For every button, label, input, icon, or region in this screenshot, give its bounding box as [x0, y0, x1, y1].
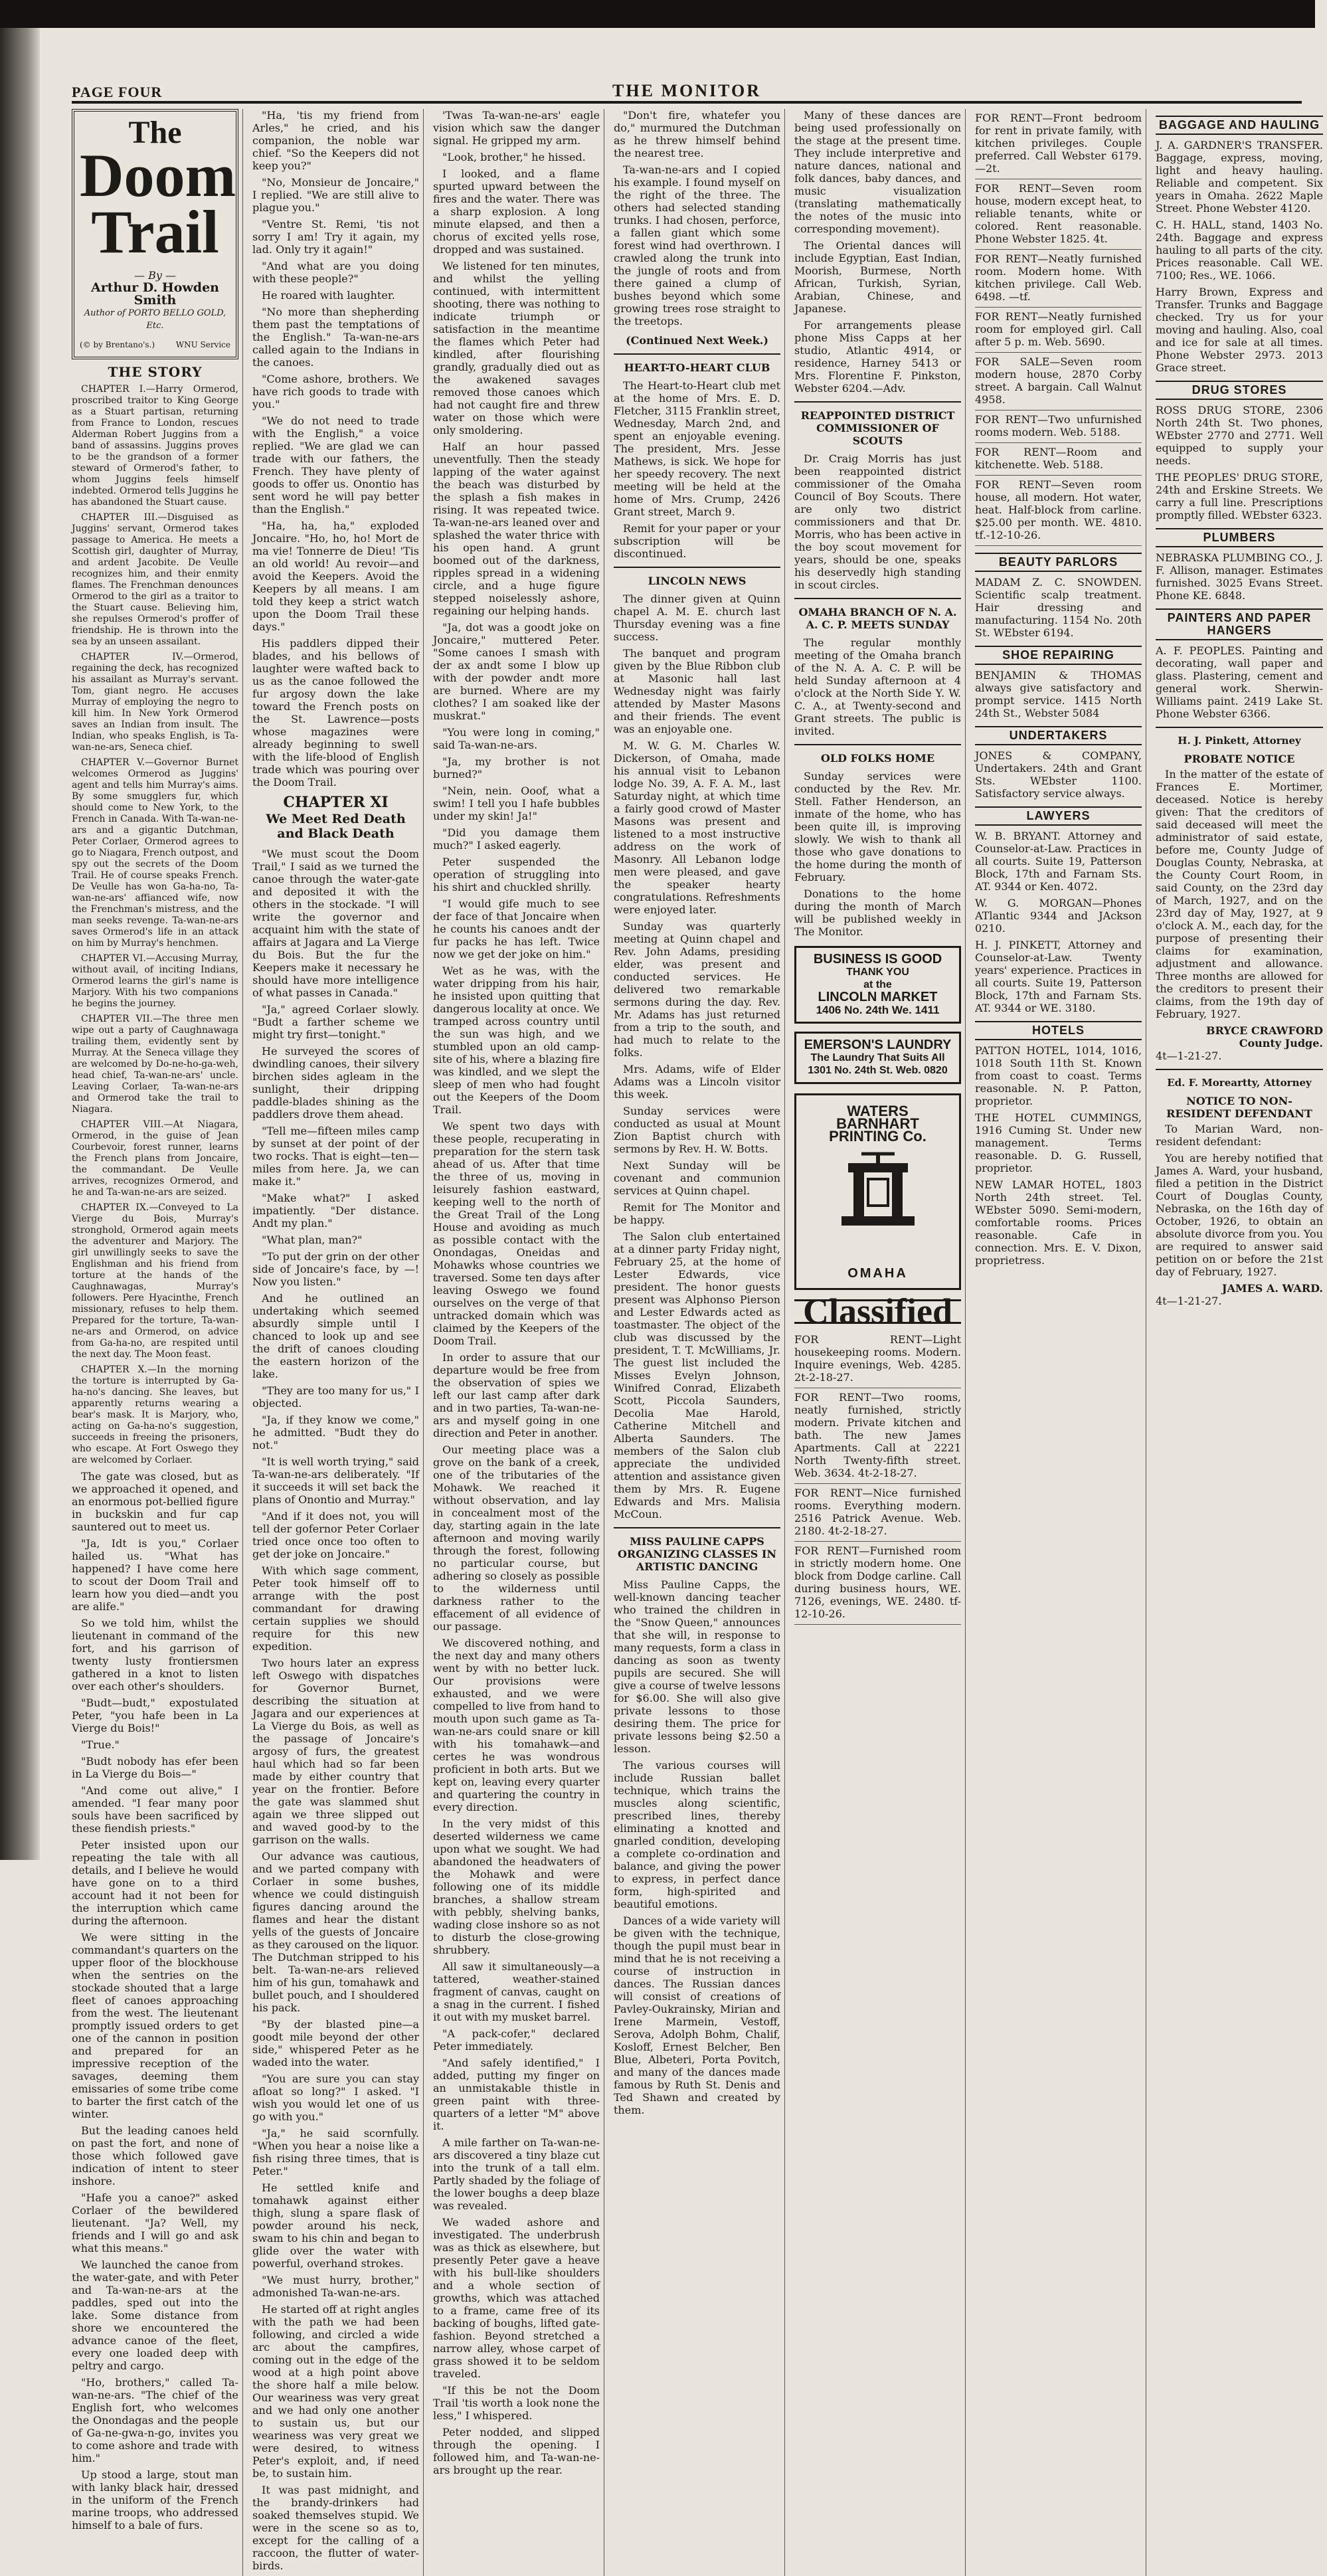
scouts-heading: REAPPOINTED DISTRICT COMMISSIONER OF SCOUTS: [800, 409, 955, 447]
story-paragraph: "We must scout the Doom Trail," I said as we turned the canoe through the water-gate and deposited it with the others in the stockade. "I will write the governor and acquaint him with the state of affairs at Jagara and La Vierge du Bois. But the fur the Keepers make it necessary he should have more intelligence of what passes in Canada.": [252, 848, 419, 999]
classified-item: FOR RENT—Seven room house, all modern. Hot water, heat. Half-block from carline. $25.00 per month. WE. 4810. tf.-12-10-26.: [975, 476, 1142, 546]
naacp-heading: OMAHA BRANCH OF N. A. A. C. P. MEETS SUNDAY: [798, 606, 957, 631]
story-paragraph: "If this be not the Doom Trail 'tis worth a look none the less," I whispered.: [433, 2384, 600, 2422]
story-paragraph: "Ja, if they know we come," he admitted. "Budt they do not.": [252, 1414, 419, 1451]
ad-line: OMAHA: [847, 1266, 908, 1281]
story-paragraph: Peter insisted upon our repeating the tale with all details, and I believe he would have gone on to a third account had it not been for the interruption which came during the afternoon.: [72, 1839, 238, 1928]
story-paragraph: "Ho, brothers," called Ta-wan-ne-ars. "The chief of the English fort, who welcomes the Onondagas and the people of Ga-ne-gwa-n-go, invites you to come ashore and trade with him.": [72, 2376, 238, 2465]
story-paragraph: "Budt—budt," expostulated Peter, "you hafe been in La Vierge du Bois!": [72, 1697, 238, 1735]
story-paragraph: "Don't fire, whatefer you do," murmured the Dutchman as he threw himself behind the nearest tree.: [614, 109, 780, 159]
story-paragraph: In order to assure that our departure would be free from the observation of spies we left our last camp after dark and in two parties, Ta-wan-ne-ars and myself going in one direction and Peter in another.: [433, 1351, 600, 1439]
directory-heading: UNDERTAKERS: [975, 726, 1142, 745]
news-paragraph: Sunday services were conducted as usual at Mount Zion Baptist church with sermons by Rev. H. W. Botts.: [614, 1105, 780, 1155]
story-paragraph: "Tell me—fifteen miles camp by sunset at der point of der two rocks. That is eight—ten—miles from here. Ja, we can make it.": [252, 1125, 419, 1188]
directory-item: JONES & COMPANY, Undertakers. 24th and Grant Sts. WEbster 1100. Satisfactory service always.: [975, 749, 1142, 800]
divider: [1156, 727, 1323, 728]
story-paragraph: Two hours later an express left Oswego with dispatches for Governor Burnet, describing the situation at Jagara and our experiences at La Vierge du Bois, as well as the passage of Joncaire's argosy of furs, the greatest haul which had so far been made by either country that year on the frontier. Before the gate was slammed shut again we three slipped out and waved good-by to the garrison on the walls.: [252, 1657, 419, 1846]
story-paragraph: "We must hurry, brother," admonished Ta-wan-ne-ars.: [252, 2274, 419, 2299]
masthead: [72, 78, 1302, 104]
probate-body: In the matter of the estate of Frances E. Mortimer, deceased. Notice is hereby given: That the creditors of said deceased will meet the administrator of said estate, before me, County Judge of Douglas County, Nebraska, at the County Court Room, in said County, on the 23rd day of March, 1927, and on the 23rd day of May, 1927, at 9 o'clock A. M., each day, for the purpose of presenting their claims for examination, adjustment and allowance. Three months are allowed for the creditors to present their claims, from the 19th day of February, 1927.: [1156, 768, 1323, 1020]
news-paragraph: Next Sunday will be covenant and communion services at Quinn chapel.: [614, 1159, 780, 1197]
story-paragraph: In the very midst of this deserted wilderness we came upon what we sought. We had abandoned the headwaters of the Mohawk and were following one of its middle branches, a shallow stream with pebbly, shelving banks, wading close inshore so as not to disturb the close-growing shrubbery.: [433, 1817, 600, 1956]
serial-title-line3: Trail: [91, 197, 219, 266]
ad-line: PRINTING Co.: [829, 1128, 927, 1145]
nonres-body: To Marian Ward, non-resident defendant:: [1156, 1123, 1323, 1148]
directory-item: J. A. GARDNER'S TRANSFER. Baggage, express, moving, light and heavy hauling. Reliable and competent. Six years in Omaha. 2622 Maple Street. Phone Webster 4120.: [1156, 139, 1323, 215]
story-paragraph: "I would gife much to see der face of that Joncaire when he counts his canoes andt der fur packs he has left. Twice now we get der joke on him.": [433, 897, 600, 961]
divider: [794, 598, 961, 599]
story-paragraph: Peter nodded, and slipped through the opening. I followed him, and Ta-wan-ne-ars brought up the rear.: [433, 2426, 600, 2476]
directory-item: BENJAMIN & THOMAS always give satisfactory and prompt service. 1415 North 24th St., Webster 5084: [975, 669, 1142, 719]
serial-title-line1: The: [128, 115, 182, 150]
printing-press-icon: [835, 1150, 921, 1236]
news-paragraph: The Heart-to-Heart club met at the home of Mrs. E. D. Fletcher, 3115 Franklin street, Wednesday, March 2nd, and spent an enjoyable evening. The president, Mrs. Jesse Mathews, is sick. We hope for her speedy recovery. The next meeting will be held at the home of Mrs. Crump, 2426 Grant street, March 9.: [614, 379, 780, 518]
story-paragraph: "And if it does not, you will tell der gofernor Peter Corlaer tried once once too often to get der joke on Joncaire.": [252, 1510, 419, 1560]
columns: [72, 109, 1323, 2572]
story-paragraph: "What plan, man?": [262, 1234, 363, 1246]
story-paragraph: "No more than shepherding them past the temptations of the English." Ta-wan-ne-ars called again to the Indians in the canoes.: [252, 306, 419, 369]
synopsis-paragraph: CHAPTER IV.—Ormerod, regaining the deck, has recognized his assailant as Murray's servant. Tom, giant negro. He accuses Murray of employing the negro to kill him. In New York Ormerod saves an Indian from insult. The Indian, who speaks English, is Ta-wan-ne-ars, Seneca chief.: [72, 652, 238, 753]
serial-by: — By —: [134, 269, 176, 282]
continued-note: (Continued Next Week.): [626, 334, 768, 347]
news-paragraph: For arrangements please phone Miss Capps at her studio, Atlantic 4914, or residence, Harney 5413 or Mrs. Florentine F. Pinkston, Webster 6204.—Adv.: [794, 319, 961, 395]
chapter-heading: CHAPTER XI: [283, 794, 389, 811]
directory-item: W. G. MORGAN—Phones ATlantic 9344 and JAckson 0210.: [975, 897, 1142, 935]
directory-item: C. H. HALL, stand, 1403 No. 24th. Baggage and express hauling to all parts of the city. Prices reasonable. Call WE. 7100; Res., WE. 1066.: [1156, 219, 1323, 282]
news-paragraph: Dr. Craig Morris has just been reappointed district commissioner of the Omaha Council of Boy Scouts. There are only two district commissioners and that Dr. Morris, who has been active in the boy scout movement for years, should be one, speaks his deservedly high standing in scout circles.: [794, 452, 961, 591]
classified-item: FOR RENT—Two rooms, neatly furnished, strictly modern. Private kitchen and bath. The new James Apartments. Call at 2221 North Twenty-fifth street. Web. 3634. 4t-2-18-27.: [794, 1388, 961, 1484]
story-paragraph: "Ja, my brother is not burned?": [433, 755, 600, 781]
story-paragraph: With which sage comment, Peter took himself off to arrange with the post commandant for drawing certain supplies we should require for this new expedition.: [252, 1564, 419, 1653]
story-paragraph: We waded ashore and investigated. The underbrush was as thick as elsewhere, but presently Peter gave a heave with his bull-like shoulders and a whole section of growths, which was attached to a frame, came free of its backing of boughs, lifted gate-fashion. Beyond stretched a narrow alley, whose carpet of grass showed it to be seldom traveled.: [433, 2216, 600, 2380]
ad-line: 1406 No. 24th We. 1411: [816, 1004, 940, 1016]
nonres-signature: JAMES A. WARD.: [1221, 1282, 1323, 1295]
probate-signature-title: County Judge.: [1239, 1037, 1323, 1050]
ad-line: LINCOLN MARKET: [818, 990, 938, 1004]
directory-heading: BAGGAGE AND HAULING: [1156, 116, 1323, 135]
story-paragraph: All saw it simultaneously—a tattered, weather-stained fragment of canvas, caught on a snag in the current. I fished it out with my musket barrel.: [433, 1960, 600, 2023]
classified-heading: Classified: [794, 1299, 961, 1324]
folks-heading: OLD FOLKS HOME: [820, 752, 935, 765]
top-dark-strip: [0, 0, 1315, 28]
story-paragraph: His paddlers dipped their blades, and his bellows of laughter were wafted back to us as the canoe followed the fur argosy down the lake toward the French posts on the St. Lawrence—posts whose magazines were already beginning to swell with the life-blood of English trade which was pouring over the Doom Trail.: [252, 637, 419, 788]
synopsis-paragraph: CHAPTER VI.—Accusing Murray, without avail, of inciting Indians, Ormerod learns the girl's name is Marjory. With his two companions he begins the journey.: [72, 953, 238, 1010]
story-paragraph: "They are too many for us," I objected.: [252, 1384, 419, 1410]
news-paragraph: The Salon club entertained at a dinner party Friday night, February 25, at the home of Lester Edwards, vice president. The honor guests present was Alphonso Pierson and Lester Edwards acted as toastmaster. The object of the club was discussed by the president, T. T. McWilliams, Jr. The guest list included the Misses Evelyn Johnson, Winifred Conrad, Elizabeth Scott, Piccola Saunders, Decolia Mae Harold, Catherine Mitchell and Alberta Saunders. The members of the Salon club appreciate the undivided attention and assistance given them by Mrs. R. Eugene Edwards and Mrs. Malisia McCoun.: [614, 1230, 780, 1520]
news-paragraph: Remit for The Monitor and be happy.: [614, 1201, 780, 1226]
story-paragraph: A mile farther on Ta-wan-ne-ars discovered a tiny blaze cut into the trunk of a tall elm. Partly shaded by the foliage of the lower boughs a deep blaze was revealed.: [433, 2136, 600, 2212]
story-paragraph: We spent two days with these people, recuperating in preparation for the stern task ahead of us. After that time the three of us, moving in leisurely fashion eastward, keeping well to the north of the Great Trail of the Long House and avoiding as much as possible contact with the Onondagas, Oneidas and Mohawks whose countries we traversed. Some ten days after leaving Oswego we found ourselves on the verge of that untracked domain which was claimed by the Keepers of the Doom Trail.: [433, 1120, 600, 1347]
ad-line: THANK YOU: [846, 966, 909, 978]
story-paragraph: Up stood a large, stout man with lanky black hair, dressed in the uniform of the French marine troops, who addressed himself to a bale of furs.: [72, 2468, 238, 2532]
news-paragraph: The dinner given at Quinn chapel A. M. E. church last Thursday evening was a fine success.: [614, 593, 780, 643]
serial-credit: [80, 339, 230, 351]
story-paragraph: We were sitting in the commandant's quarters on the upper floor of the blockhouse when the sentries on the stockade shouted that a large fleet of canoes approaching from the west. The lieutenant promptly issued orders to get one of the cannon in position and prepared for an impressive reception of the savages, deeming them emissaries of some tribe come to barter the first catch of the winter.: [72, 1931, 238, 2121]
ad-line: The Laundry That Suits All: [810, 1052, 945, 1063]
story-paragraph: 'Twas Ta-wan-ne-ars' eagle vision which saw the danger signal. He gripped my arm.: [433, 109, 600, 147]
directory-item: NEBRASKA PLUMBING CO., J. F. Allison, manager. Estimates furnished. 3025 Evans Street. Phone KE. 6848.: [1156, 551, 1323, 602]
story-paragraph: "By der blasted pine—a goodt mile beyond der other side," whispered Peter as he waded into the water.: [252, 2018, 419, 2069]
story-paragraph: But the leading canoes held on past the fort, and none of those which followed gave indication of intent to steer inshore.: [72, 2124, 238, 2188]
directory-heading: LAWYERS: [975, 806, 1142, 826]
classified-item: FOR RENT—Seven room house, modern except heat, to reliable tenants, white or colored. Rent reasonable. Phone Webster 1825. 4t.: [975, 179, 1142, 250]
synopsis-paragraph: CHAPTER IX.—Conveyed to La Vierge du Bois, Murray's stronghold, Ormerod again meets the adventurer and Marjory. The girl unwillingly seeks to save the Englishman and his friend from torture at the hands of the Caughnawagas, Murray's followers. Pere Hyacinthe, French missionary, refuses to help them. Prepared for the torture, Ta-wan-ne-ars and Ormerod, on advice from Ga-ha-no, are respited until the next day. The Moon feast.: [72, 1202, 238, 1360]
story-paragraph: "Look, brother," he hissed.: [442, 151, 586, 163]
news-paragraph: Dances of a wide variety will be given with the technique, though the pupil must bear in mind that he is not receiving a course of instruction in dances. The Russian dances will consist of creations of Pavley-Oukrainsky, Mirian and Irene Marmein, Vestoff, Serova, Adolph Bohm, Chalif, Kosloff, Ernest Belcher, Ben Blue, Albeteri, Porta Povitch, and many of the dances made famous by Ruth St. Denis and Ted Shawn and created by them.: [614, 1914, 780, 2116]
directory-item: H. J. PINKETT, Attorney and Counselor-at-Law. Twenty years' experience. Practices in all courts. Suite 19, Patterson Block, 17th and Farnam Sts. AT. 9344 or WE. 3180.: [975, 939, 1142, 1014]
story-paragraph: "Make what?" I asked impatiently. "Der distance. Andt my plan.": [252, 1192, 419, 1230]
column-3: [433, 109, 604, 2576]
directory-heading: PAINTERS AND PAPER HANGERS: [1156, 608, 1323, 640]
capps-heading: MISS PAULINE CAPPS ORGANIZING CLASSES IN ARTISTIC DANCING: [617, 1535, 777, 1573]
story-paragraph: He surveyed the scores of dwindling canoes, their silvery birchen sides agleam in the sunlight, their dripping paddle-blades shining as the paddlers drove them ahead.: [252, 1045, 419, 1121]
news-paragraph: Miss Pauline Capps, the well-known dancing teacher who trained the children in the "Snow Queen," announces that she will, in response to many requests, form a class in dancing as soon as twenty pupils are secured. She will give a course of twelve lessons for $6.00. She will also give private lessons to those desiring them. The price for private lessons being $2.50 a lesson.: [614, 1578, 780, 1755]
classified-item: FOR RENT—Room and kitchenette. Web. 5188.: [975, 443, 1142, 476]
column-7: [1156, 109, 1327, 2576]
probate-signature: BRYCE CRAWFORD: [1205, 1024, 1323, 1037]
classified-item: FOR RENT—Two unfurnished rooms modern. Web. 5188.: [975, 411, 1142, 443]
news-paragraph: M. W. G. M. Charles W. Dickerson, of Omaha, made his annual visit to Lebanon lodge No. 39, A. F. A. M., last Saturday night, at which time a fairly good crowd of Master Masons was present and listened to a most instructive address on the work of Masonry. All Lebanon lodge men were pleased, and gave the speaker hearty congratulations. Refreshments were enjoyed later.: [614, 739, 780, 916]
story-paragraph: So we told him, whilst the lieutenant in command of the fort, and his garrison of twenty lusty frontiersmen gathered in a knot to listen over each other's shoulders.: [72, 1617, 238, 1693]
news-paragraph: Mrs. Adams, wife of Elder Adams was a Lincoln visitor this week.: [614, 1063, 780, 1101]
synopsis-paragraph: CHAPTER I.—Harry Ormerod, proscribed traitor to King George as a Stuart partisan, returning from France to London, rescues Alderman Robert Juggins from a band of assassins. Juggins proves to be the grandson of a former steward of Ormerod's father, to whom Juggins feels himself indebted. Ormerod tells Juggins he has abandoned the Stuart cause.: [72, 384, 238, 508]
serial-author-note: Author of PORTO BELLO GOLD, Etc.: [84, 308, 226, 331]
news-paragraph: Remit for your paper or your subscription will be discontinued.: [614, 522, 780, 560]
column-5: [794, 109, 966, 2576]
story-paragraph: "You were long in coming," said Ta-wan-ne-ars.: [433, 726, 600, 751]
serial-title-line2: Doom: [80, 141, 236, 210]
directory-item: THE PEOPLES' DRUG STORE, 24th and Erskine Streets. We carry a full line. Prescriptions promptly filled. WEbster 6323.: [1156, 471, 1323, 521]
serial-title-box: [72, 109, 238, 359]
nonres-body: You are hereby notified that James A. Ward, your husband, filed a petition in the District Court of Douglas County, Nebraska, on the 16th day of October, 1926, to obtain an absolute divorce from you. You are required to answer said petition on or before the 21st day of February, 1927.: [1156, 1152, 1323, 1278]
story-paragraph: "A pack-cofer," declared Peter immediately.: [433, 2027, 600, 2053]
story-paragraph: "True.": [81, 1738, 120, 1752]
story-paragraph: "Ja, Idt is you," Corlaer hailed us. "What has happened? I have come here to scout der Doom Trail and learn how you died—andt you are alife.": [72, 1537, 238, 1613]
column-2: [252, 109, 424, 2576]
ad-emersons-laundry: [794, 1032, 961, 1084]
story-paragraph: "To put der grin on der other side of Joncaire's face, by —! Now you listen.": [252, 1250, 419, 1288]
directory-item: A. F. PEOPLES. Painting and decorating, wall paper and glass. Plastering, cement and general work. Sherwin-Williams paint. 2419 Lake St. Phone Webster 6366.: [1156, 644, 1323, 720]
ad-line: BARNHART: [836, 1115, 919, 1132]
story-paragraph: "Ha, ha, ha," exploded Joncaire. "Ho, ho, ho! Mort de ma vie! Tonnerre de Dieu! 'Tis an old world! Au revoir—and avoid the Keepers. Avoid the Keepers by all means. I am told they keep a strict watch upon the Doom Trail these days.": [252, 519, 419, 633]
news-paragraph: Many of these dances are being used professionally on the stage at the present time. They include interpretive and nature dances, national and folk dances, baby dances, and music visualization (translating mathematically the notes of the music into corresponding movement).: [794, 109, 961, 235]
story-paragraph: We listened for ten minutes, and whilst the yelling continued, with intermittent shooting, there was nothing to indicate triumph or satisfaction in the meantime the flames which Peter had kindled, after flourishing grandly, gradually died out as the awakened savages removed those canoes which had not caught fire and threw water on those which were only smoldering.: [433, 260, 600, 436]
classified-item: FOR SALE—Seven room modern house, 2870 Corby street. A bargain. Call Walnut 4958.: [975, 353, 1142, 411]
story-paragraph: "We do not need to trade with the English," a voice replied. "We are glad we can trade with our fathers, the French. They have plenty of goods to offer us. Onontio has sent word he will pay better than the English.": [252, 414, 419, 515]
story-paragraph: "And what are you doing with these people?": [252, 260, 419, 285]
classified-item: FOR RENT—Front bedroom for rent in private family, with kitchen privileges. Couple preferred. Call Webster 6179.—2t.: [975, 109, 1142, 179]
story-body-col1: [72, 1470, 238, 2531]
directory-item: MADAM Z. C. SNOWDEN. Scientific scalp treatment. Hair dressing and manufacturing. 1154 No. 20th St. WEbster 6194.: [975, 576, 1142, 639]
story-paragraph: The gate was closed, but as we approached it opened, and an enormous pot-bellied figure in buckskin and fur cap sauntered out to meet us.: [72, 1470, 238, 1534]
synopsis-paragraph: CHAPTER VIII.—At Niagara, Ormerod, in the guise of Jean Courbevoir, forest runner, learns the French plans from Joncaire, the commandant. De Veulle arrives, recognizes Ormerod, and he and Ta-wan-ne-ars are seized.: [72, 1119, 238, 1198]
divider: [794, 744, 961, 745]
chapter-title: We Meet Red Death and Black Death: [266, 812, 406, 841]
ad-line: 1301 No. 24th St. Web. 0820: [808, 1065, 948, 1076]
probate-ref: 4t—1-21-27.: [1156, 1050, 1222, 1062]
directory-item: THE HOTEL CUMMINGS, 1916 Cuming St. Under new management. Terms reasonable. D. G. Russell, proprietor.: [975, 1111, 1142, 1174]
synopsis: [72, 384, 238, 1466]
divider: [794, 401, 961, 403]
heart-heading: HEART-TO-HEART CLUB: [624, 361, 770, 374]
news-paragraph: The banquet and program given by the Blue Ribbon club at Masonic hall last Wednesday night was fairly attended by Master Masons and their friends. The event was an enjoyable one.: [614, 647, 780, 735]
ad-line: WATERS: [847, 1103, 909, 1119]
ad-lincoln-market: [794, 946, 961, 1024]
news-paragraph: Donations to the home during the month of March will be published weekly in The Monitor.: [794, 887, 961, 938]
story-paragraph: "Did you damage them much?" I asked eagerly.: [433, 826, 600, 852]
story-paragraph: "It is well worth trying," said Ta-wan-ne-ars deliberately. "If it succeeds it will set back the plans of Onontio and Murray.": [252, 1455, 419, 1506]
classified-item: FOR RENT—Furnished room in strictly modern home. One block from Dodge carline. Call during business hours, WE. 7126, evenings, WE. 2480. tf-12-10-26.: [794, 1542, 961, 1625]
synopsis-paragraph: CHAPTER X.—In the morning the torture is interrupted by Ga-ha-no's dancing. She leaves, but apparently returns wearing a bear's mask. It is Marjory, who, acting on Ga-ha-no's suggestion, succeeds in freeing the prisoners, who escape. At Fort Oswego they are welcomed by Corlaer.: [72, 1364, 238, 1466]
story-heading: THE STORY: [108, 364, 203, 381]
directory-heading: PLUMBERS: [1156, 528, 1323, 547]
directory-heading: BEAUTY PARLORS: [975, 553, 1142, 572]
story-paragraph: Our advance was cautious, and we parted company with Corlaer in some bushes, whence we could distinguish figures dancing around the flames and hear the distant yells of the guests of Joncaire as they caroused on the liquor. The Dutchman stripped to his belt. Ta-wan-ne-ars relieved him of his gun, tomahawk and bullet pouch, and I shouldered his pack.: [252, 1850, 419, 2014]
story-paragraph: I looked, and a flame spurted upward between the fires and the water. There was a sharp explosion. A long minute elapsed, and then a chorus of excited yells rose, dropped and was sustained.: [433, 167, 600, 256]
story-paragraph: "Ja, dot was a goodt joke on Joncaire," muttered Peter. "Some canoes I smash with der ax andt some I blow up with der powder andt more are burned. Where are my clothes? I am soaked like der muskrat.": [433, 621, 600, 722]
story-paragraph: "Nein, nein. Ooof, what a swim! I tell you I hafe bubbles under my skin! Ja!": [433, 784, 600, 822]
news-paragraph: The various courses will include Russian ballet technique, which trains the muscles along scientific, prescribed lines, thereby eliminating a knotted and gnarled condition, developing a complete co-ordination and balance, and giving the power to express, in perfect dance form, high-spirited and beautiful emotions.: [614, 1759, 780, 1910]
probate-heading: PROBATE NOTICE: [1184, 753, 1295, 765]
classified-item: FOR RENT—Light housekeeping rooms. Modern. Inquire evenings, Web. 4285. 2t-2-18-27.: [794, 1331, 961, 1388]
synopsis-paragraph: CHAPTER V.—Governor Burnet welcomes Ormerod as Juggins' agent and tells him Murray's aims. By some smugglers fur, which should come to New York, to the French in Canada. With Ta-wan-ne-ars and a gigantic Dutchman, Peter Corlaer, Ormerod agrees to go to Niagara, French outpost, and spy out the secrets of the Doom Trail. He of course speaks French. De Veulle has won Ga-ha-no, Ta-wan-ne-ars' affianced wife, now the Frenchman's mistress, and the man seeks revenge. Ta-wan-ne-ars saves Ormerod's life in an attack on him by Murray's henchmen.: [72, 757, 238, 949]
directory-heading: DRUG STORES: [1156, 381, 1323, 400]
divider: [614, 567, 780, 568]
story-paragraph: Peter suspended the operation of struggling into his shirt and chuckled shrilly.: [433, 856, 600, 893]
story-paragraph: "Ventre St. Remi, 'tis not sorry I am! Try it again, my lad. Only try it again!": [252, 218, 419, 256]
news-paragraph: The Oriental dances will include Egyptian, East Indian, Moorish, Burmese, North African, Turkish, Syrian, Arabian, Chinese, and Japanese.: [794, 239, 961, 315]
nonres-ref: 4t—1-21-27.: [1156, 1295, 1222, 1307]
story-paragraph: We discovered nothing, and the next day and many others went by with no better luck. Our provisions were exhausted, and we were compelled to live from hand to mouth upon such game as Ta-wan-ne-ars could snare or kill with his tomahawk—and certes he was wondrous proficient in both arts. But we kept on, leaving every quarter and quartering the country in every direction.: [433, 1637, 600, 1813]
story-paragraph: "Ja," agreed Corlaer slowly. "Budt a farther scheme we might try first—tonight.": [252, 1003, 419, 1041]
news-paragraph: Sunday was quarterly meeting at Quinn chapel and Rev. John Adams, presiding elder, was present and conducted services. He delivered two remarkable sermons during the day. Rev. Mr. Adams has just returned from a trip to the south, and had much to relate to the folks.: [614, 920, 780, 1059]
divider: [614, 1527, 780, 1528]
news-paragraph: Sunday services were conducted by the Rev. Mr. Stell. Father Henderson, an inmate of the home, who has been quite ill, is improving slowly. We wish to thank all those who gave donations to the home during the month of February.: [794, 770, 961, 883]
column-6: [975, 109, 1146, 2576]
directory-heading: HOTELS: [975, 1021, 1142, 1040]
story-paragraph: And he outlined an undertaking which seemed absurdly simple until I chanced to look up and see the drift of canoes clouding the eastern horizon of the lake.: [252, 1292, 419, 1380]
story-paragraph: We launched the canoe from the water-gate, and with Peter and Ta-wan-ne-ars at the paddles, sped out into the lake. Some distance from shore we encountered the advance canoe of the fleet, every one loaded deep with peltry and cargo.: [72, 2258, 238, 2373]
lincoln-heading: LINCOLN NEWS: [648, 575, 747, 587]
column-4: [614, 109, 785, 2576]
story-paragraph: It was past midnight, and the brandy-drinkers had soaked themselves stupid. We were in the scene so as to, except for the calling of a raccoon, the flutter of water-birds.: [252, 2484, 419, 2572]
story-paragraph: "Come ashore, brothers. We have rich goods to trade with you.": [252, 373, 419, 411]
story-paragraph: "Ha, 'tis my friend from Arles," he cried, and his companion, the noble war chief. "So the Keepers did not keep you?": [252, 109, 419, 172]
ad-waters-barnhart-printing: [794, 1093, 961, 1290]
ad-line: EMERSON'S LAUNDRY: [804, 1038, 952, 1052]
divider: [1156, 1069, 1323, 1070]
story-paragraph: Half an hour passed uneventfully. Then the steady lapping of the water against the beach was disturbed by the splash a fish makes in rising. It was repeated twice. Ta-wan-ne-ars leaned over and splashed the water thrice with his open hand. A grunt boomed out of the darkness, ripples spread in a widening circle, and a huge figure stepped noiselessly ashore, regaining our helping hands.: [433, 440, 600, 617]
directory-heading: SHOE REPAIRING: [975, 646, 1142, 665]
nonres-heading: NOTICE TO NON-RESIDENT DEFENDANT: [1166, 1095, 1312, 1120]
story-paragraph: "And safely identified," I added, putting my finger on an unmistakable thistle in green paint with three-quarters of a letter "M" above it.: [433, 2057, 600, 2132]
column-1: [72, 109, 243, 2576]
story-paragraph: He started off at right angles with the path we had been following, and circled a wide arc about the campfires, coming out in the edge of the wood at a high point above the shore half a mile below. Our weariness was very great and we had only one another to sustain us, but our weariness was very great we were desired, to witness Peter's exploit, and, if need be, to sustain him.: [252, 2303, 419, 2480]
ad-line: at the: [863, 979, 892, 990]
story-paragraph: He settled knife and tomahawk against either thigh, slung a spare flask of powder around his neck, swam to his chin and began to glide over the water with powerful, overhand strokes.: [252, 2181, 419, 2270]
story-paragraph: "And come out alive," I amended. "I fear many poor souls have been sacrificed by these fiendish priests.": [72, 1784, 238, 1835]
story-paragraph: "Budt nobody has efer been in La Vierge du Bois—": [72, 1755, 238, 1781]
nonres-attorney: Ed. F. Moreartty, Attorney: [1167, 1077, 1312, 1089]
directory-item: W. B. BRYANT. Attorney and Counselor-at-Law. Practices in all courts. Suite 19, Patterson Block, 17th and Farnam Sts. AT. 9344 or Ken. 4072.: [975, 830, 1142, 893]
paper-name: THE MONITOR: [612, 81, 761, 100]
story-paragraph: Our meeting place was a grove on the bank of a creek, one of the tributaries of the Mohawk. We reached it without observation, and lay in concealment most of the day, starting again in the late afternoon and moving warily through the forest, following no particular course, but adhering so closely as possible to the wilderness until darkness rather to the effacement of all evidence of our passage.: [433, 1443, 600, 1633]
serial-author: Arthur D. Howden Smith: [91, 280, 219, 308]
synopsis-paragraph: CHAPTER III.—Disguised as Juggins' servant, Ormerod takes passage to America. He meets a Scottish girl, daughter of Murray, and ardent Jacobite. De Veulle recognizes him, and their enmity flames. The Frenchman denounces Ormerod to the girl as a traitor to the Stuart cause. Believing him, she repulses Ormerod's proffer of friendship. He is thrown into the sea by an unseen assailant.: [72, 512, 238, 648]
serial-copyright: (© by Brentano's.): [80, 340, 155, 350]
binder-edge: [0, 28, 40, 1860]
classified-item: FOR RENT—Neatly furnished room for employed girl. Call after 5 p. m. Web. 5690.: [975, 308, 1142, 353]
classified-item: FOR RENT—Nice furnished rooms. Everything modern. 2516 Patrick Avenue. Web. 2180. 4t-2-18-27.: [794, 1484, 961, 1542]
directory-item: PATTON HOTEL, 1014, 1016, 1018 South 11th St. Known from coast to coast. Terms reasonable. N. P. Patton, proprietor.: [975, 1044, 1142, 1107]
story-paragraph: "You are sure you can stay afloat so long?" I asked. "I wish you would let one of us go with you.": [252, 2072, 419, 2123]
directory-item: NEW LAMAR HOTEL, 1803 North 24th street. Tel. WEbster 5090. Semi-modern, comfortable rooms. Prices reasonable. Cafe in connection. Mrs. E. V. Dixon, proprietress.: [975, 1178, 1142, 1267]
classified-item: FOR RENT—Neatly furnished room. Modern home. With kitchen privilege. Call Web. 6498. —tf.: [975, 250, 1142, 308]
page-number: PAGE FOUR: [72, 84, 163, 100]
ad-line: BUSINESS IS GOOD: [813, 952, 942, 966]
story-paragraph: "Ja," he said scornfully. "When you hear a noise like a fish rising three times, that is Peter.": [252, 2127, 419, 2177]
directory-item: Harry Brown, Express and Transfer. Trunks and Baggage checked. Try us for your moving and hauling. Also, coal and ice for sale at all times. Phone Webster 2973. 2013 Grace street.: [1156, 286, 1323, 374]
divider: [614, 353, 780, 355]
story-paragraph: He roared with laughter.: [262, 289, 395, 302]
synopsis-paragraph: CHAPTER VII.—The three men wipe out a party of Caughnawaga trailing them, evidently sent by Murray. At the Seneca village they are welcomed by Do-ne-ho-ga-weh, head chief, Ta-wan-ne-ars' uncle. Leaving Corlaer, Ta-wan-ne-ars and Ormerod take the trail to Niagara.: [72, 1014, 238, 1115]
news-paragraph: The regular monthly meeting of the Omaha branch of the N. A. A. C. P. will be held Sunday afternoon at 4 o'clock at the North Side Y. W. C. A., at Twenty-second and Grant streets. The public is invited.: [794, 636, 961, 737]
story-paragraph: "No, Monsieur de Joncaire," I replied. "We are still alive to plague you.": [252, 176, 419, 214]
story-paragraph: "Hafe you a canoe?" asked Corlaer of the bewildered lieutenant. "Ja? Well, my friends and I will go and ask what this means.": [72, 2191, 238, 2255]
directory-item: ROSS DRUG STORE, 2306 North 24th St. Two phones, WEbster 2770 and 2771. Well equipped to supply your needs.: [1156, 404, 1323, 467]
serial-service: WNU Service: [175, 340, 230, 350]
story-paragraph: Ta-wan-ne-ars and I copied his example. I found myself on the right of the three. The others had selected standing trunks. I had chosen, perforce, a fallen giant which some forest wind had overthrown. I crawled along the trunk into the jungle of roots and from there gained a clump of bushes beyond which some growing trees rose straight to the treetops.: [614, 163, 780, 327]
story-paragraph: Wet as he was, with the water dripping from his hair, he insisted upon quitting that dangerous locality at once. We tramped across country until the sun was high, and we stumbled upon an old camp-site of his, where a blazing fire was kindled, and we slept the sleep of men who had fought out the Keepers of the Doom Trail.: [433, 965, 600, 1116]
probate-attorney: H. J. Pinkett, Attorney: [1178, 735, 1301, 747]
